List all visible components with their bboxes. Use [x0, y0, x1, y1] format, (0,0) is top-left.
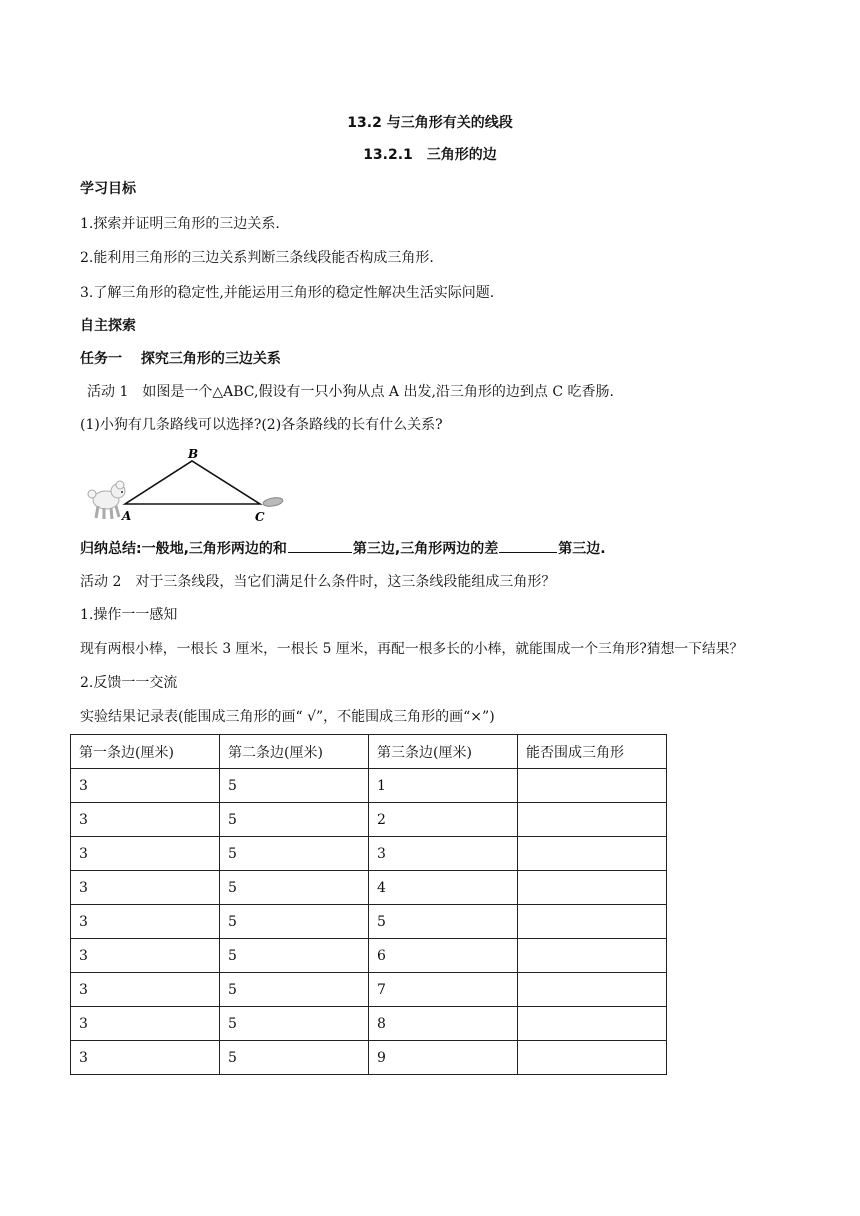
result-cell[interactable]: [518, 803, 667, 837]
sausage-icon: [262, 496, 283, 507]
activity1-questions: (1)小狗有几条路线可以选择?(2)各条路线的长有什么关系?: [80, 417, 443, 433]
activity1-text: 活动 1 如图是一个△ABC,假设有一只小狗从点 A 出发,沿三角形的边到点 C 吃香肠.: [87, 384, 614, 400]
table-cell: 3: [71, 973, 220, 1007]
triangle-abc: [125, 461, 260, 504]
triangle-diagram: [80, 446, 290, 526]
table-cell: 7: [369, 973, 518, 1007]
result-cell[interactable]: [518, 939, 667, 973]
table-cell: 3: [369, 837, 518, 871]
table-cell: 3: [71, 1041, 220, 1075]
table-cell: 5: [369, 905, 518, 939]
table-cell: 5: [220, 939, 369, 973]
result-cell[interactable]: [518, 769, 667, 803]
page-title: 13.2 与三角形有关的线段: [347, 115, 513, 131]
goal-item-3: 3.了解三角形的稳定性,并能运用三角形的稳定性解决生活实际问题.: [80, 285, 495, 301]
table-row: [71, 1041, 667, 1075]
summary-line: [80, 538, 606, 559]
table-cell: 3: [71, 939, 220, 973]
summary-blank-2[interactable]: [499, 538, 557, 553]
section-subtitle: 13.2.1 三角形的边: [363, 147, 497, 163]
table-cell: 5: [220, 905, 369, 939]
table-cell: 5: [220, 1041, 369, 1075]
table-cell: 3: [71, 837, 220, 871]
table-cell: 3: [71, 871, 220, 905]
table-row: [71, 905, 667, 939]
step1-text: 现有两根小棒，一根长 3 厘米，一根长 5 厘米，再配一根多长的小棒，就能围成一个三角形?猜想一下结果？: [80, 641, 744, 657]
result-cell[interactable]: [518, 905, 667, 939]
table-cell: 3: [71, 905, 220, 939]
label-a: A: [122, 509, 132, 523]
goals-heading: 学习目标: [80, 181, 136, 197]
table-cell: 5: [220, 769, 369, 803]
table-cell: 5: [220, 871, 369, 905]
table-row: [71, 769, 667, 803]
table-cell: 2: [369, 803, 518, 837]
result-cell[interactable]: [518, 1007, 667, 1041]
table-cell: 6: [369, 939, 518, 973]
summary-part2: 第三边,三角形两边的差: [352, 541, 499, 557]
table-cell: 5: [220, 1007, 369, 1041]
poodle-dog-icon: [88, 481, 125, 519]
task1-heading: 任务一 探究三角形的三边关系: [80, 351, 281, 367]
experiment-record-table: [70, 734, 667, 1075]
result-cell[interactable]: [518, 837, 667, 871]
table-row: [71, 973, 667, 1007]
table-cell: 3: [71, 769, 220, 803]
header-cell-side1: 第一条边(厘米): [71, 735, 220, 769]
table-cell: 5: [220, 973, 369, 1007]
table-caption: 实验结果记录表(能围成三角形的画“ √”，不能围成三角形的画“×”): [80, 709, 495, 725]
result-cell[interactable]: [518, 871, 667, 905]
table-cell: 9: [369, 1041, 518, 1075]
explore-heading: 自主探索: [80, 318, 136, 334]
header-cell-side3: 第三条边(厘米): [369, 735, 518, 769]
step1-heading: 1.操作一一感知: [80, 607, 178, 623]
table-row: [71, 871, 667, 905]
summary-part1: 归纳总结:一般地,三角形两边的和: [80, 541, 287, 557]
table-row: [71, 803, 667, 837]
result-cell[interactable]: [518, 973, 667, 1007]
activity2-text: 活动 2 对于三条线段，当它们满足什么条件时，这三条线段能组成三角形？: [80, 574, 556, 590]
goal-item-1: 1.探索并证明三角形的三边关系.: [80, 216, 280, 232]
table-row: [71, 837, 667, 871]
header-cell-result: 能否围成三角形: [518, 735, 667, 769]
label-b: B: [188, 447, 199, 461]
table-cell: 8: [369, 1007, 518, 1041]
header-cell-side2: 第二条边(厘米): [220, 735, 369, 769]
table-cell: 1: [369, 769, 518, 803]
table-cell: 4: [369, 871, 518, 905]
table-cell: 5: [220, 837, 369, 871]
triangle-figure: [80, 446, 290, 530]
summary-part3: 第三边.: [558, 541, 606, 557]
result-cell[interactable]: [518, 1041, 667, 1075]
step2-heading: 2.反馈一一交流: [80, 675, 178, 691]
table-cell: 5: [220, 803, 369, 837]
summary-blank-1[interactable]: [288, 538, 352, 553]
table-row: [71, 1007, 667, 1041]
table-cell: 3: [71, 1007, 220, 1041]
table-header-row: [71, 735, 667, 769]
table-cell: 3: [71, 803, 220, 837]
goal-item-2: 2.能利用三角形的三边关系判断三条线段能否构成三角形.: [80, 250, 434, 266]
table-row: [71, 939, 667, 973]
label-c: C: [255, 510, 265, 524]
